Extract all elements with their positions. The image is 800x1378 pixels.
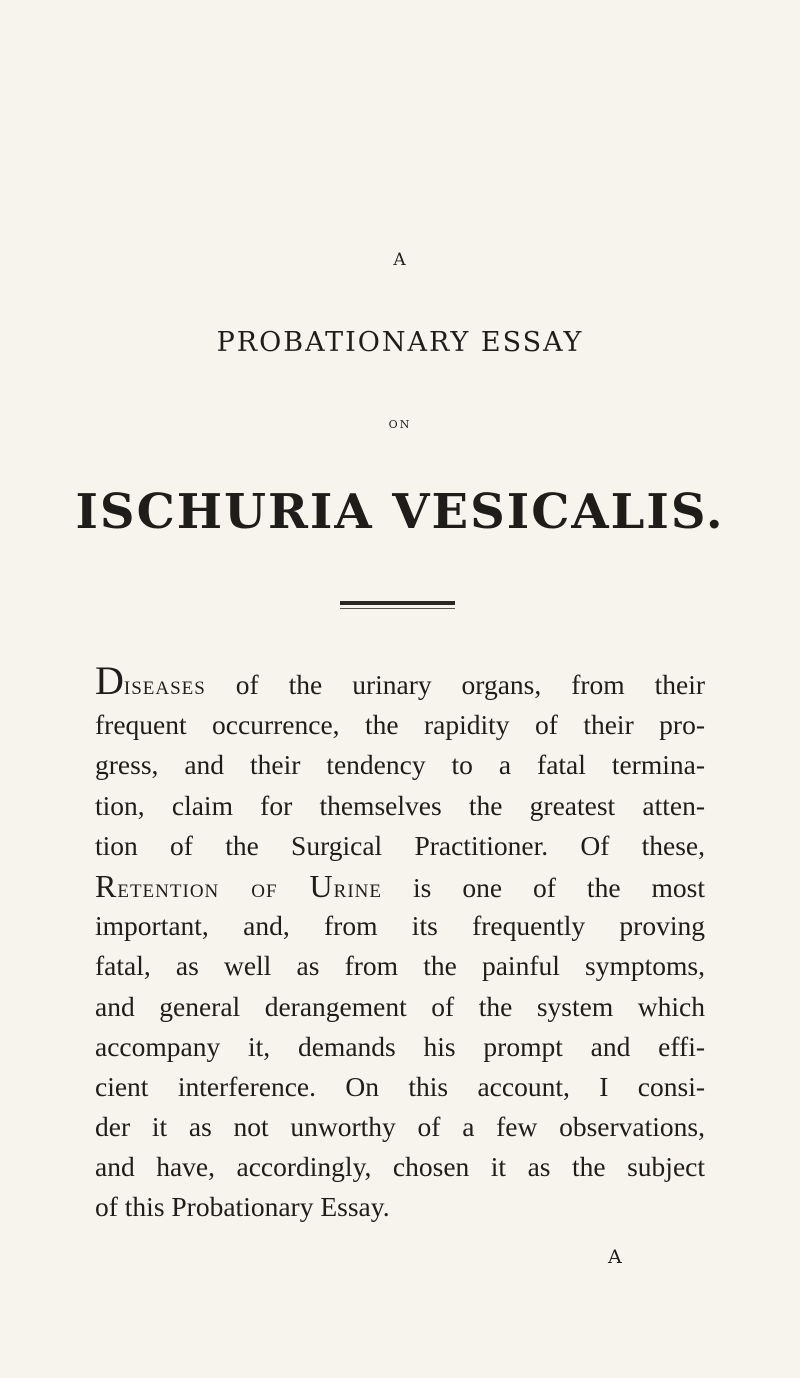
text-line: gress, and their tendency to a fatal termina- — [95, 749, 705, 781]
text-line: der it as not unworthy of a few observations, — [95, 1111, 705, 1143]
small-caps-phrase: rine — [333, 871, 382, 903]
text-line: accompany it, demands his prompt and effi- — [95, 1030, 705, 1062]
text-line: and have, accordingly, chosen it as the subject — [95, 1151, 705, 1183]
title-essay: PROBATIONARY ESSAY — [216, 327, 584, 358]
body-paragraph — [95, 658, 705, 1228]
text-line: tion of the Surgical Practitioner. Of these, — [95, 829, 705, 861]
title-on: ON — [388, 418, 412, 431]
page-title: ISCHURIA VESICALIS. — [75, 484, 725, 540]
text-line: cient interference. On this account, I consi- — [95, 1070, 705, 1102]
title-article: A — [393, 250, 407, 270]
catchword: A — [608, 1246, 622, 1268]
small-caps-initial: R — [95, 867, 118, 904]
small-caps-phrase: etention of — [117, 871, 310, 903]
text-line: of this Probationary Essay. — [95, 1191, 390, 1223]
text-line: frequent occurrence, the rapidity of their pro- — [95, 709, 705, 741]
text-line: tion, claim for themselves the greatest atten- — [95, 789, 705, 821]
text-line — [95, 866, 705, 906]
text-line: fatal, as well as from the painful symptoms, — [95, 950, 705, 982]
text-fragment: is one of the most — [381, 871, 705, 903]
text-line: and general derangement of the system which — [95, 990, 705, 1022]
drop-cap: D — [95, 658, 124, 703]
text-line — [95, 658, 705, 705]
text-fragment: of the urinary organs, from their — [205, 669, 705, 700]
small-caps-initial: U — [309, 867, 334, 904]
decorative-rule — [340, 601, 455, 605]
small-caps-word: iseases — [123, 669, 206, 700]
text-line: important, and, from its frequently proving — [95, 910, 705, 942]
